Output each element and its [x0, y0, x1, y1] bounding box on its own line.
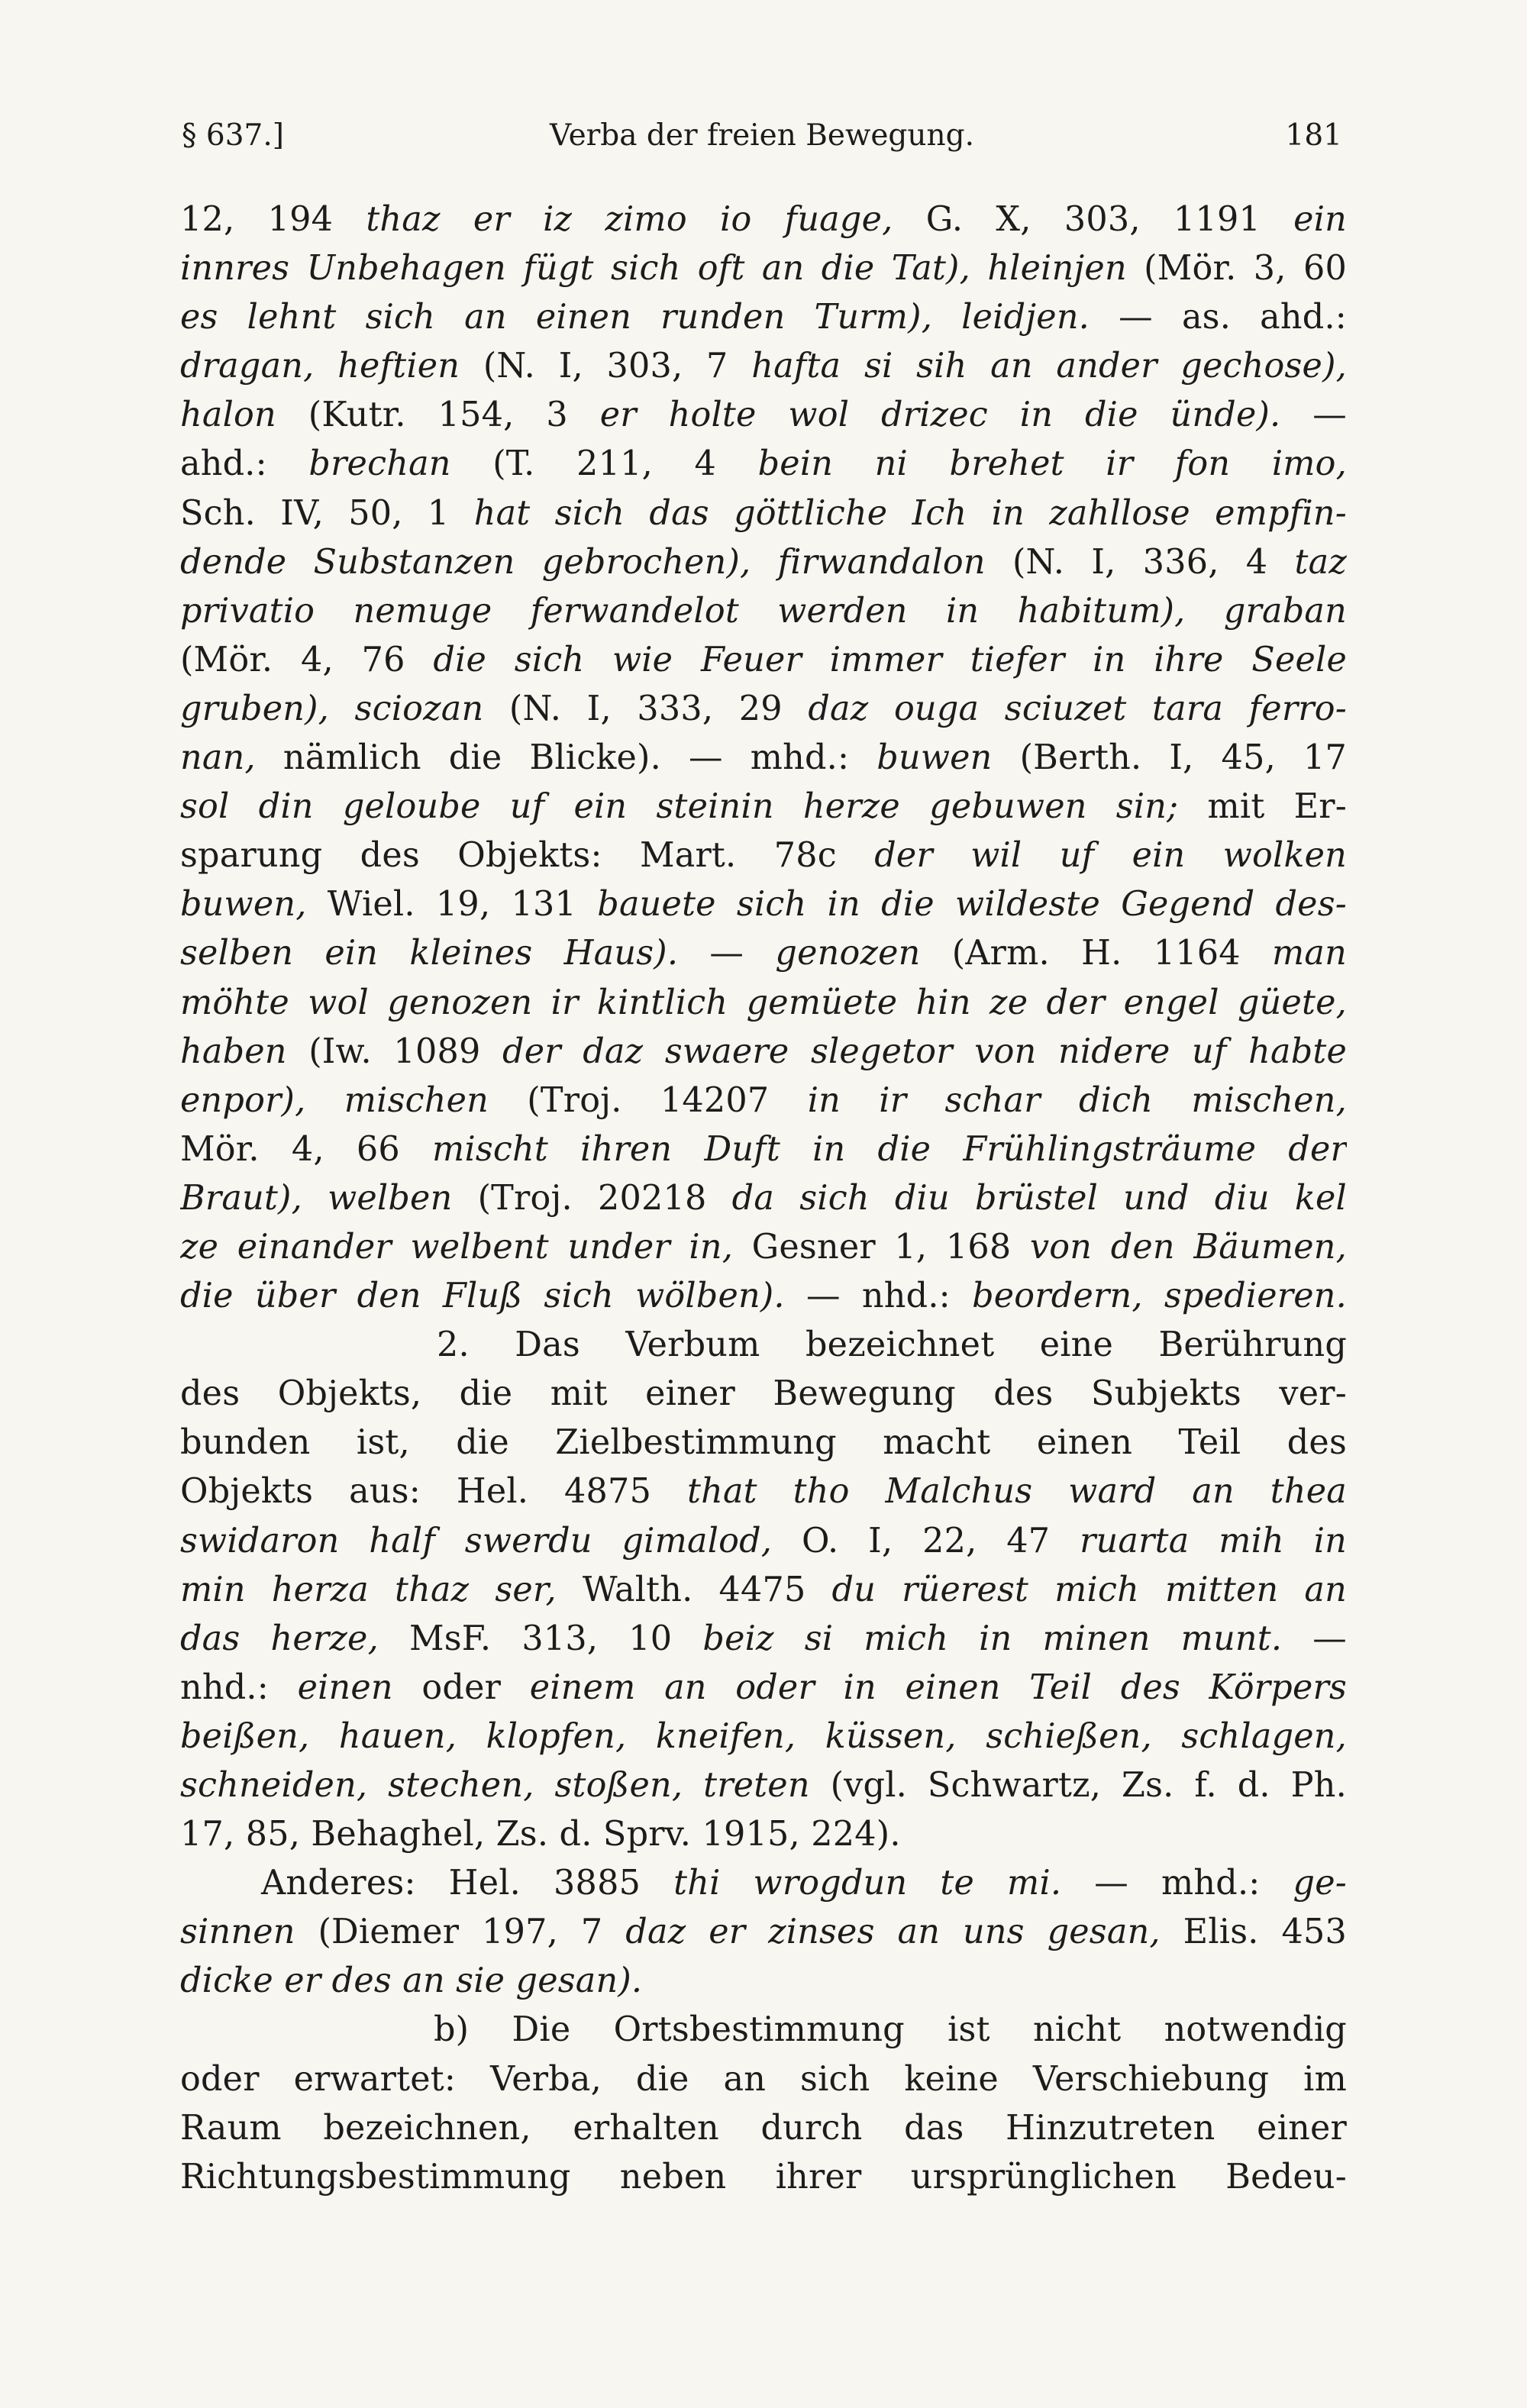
text-line [180, 685, 1347, 734]
text-segment: oder erwartet: Verba, die an sich keine Verschiebung im [180, 2059, 1347, 2099]
text-segment [970, 249, 987, 288]
text-line [180, 293, 1347, 342]
text-line [180, 587, 1347, 636]
text-line [180, 1908, 1347, 1957]
italic-segment: sol din geloube uf ein steinin herze gebuwen sin; [180, 787, 1179, 827]
text-line [180, 1272, 1347, 1321]
italic-segment: enpor), mischen [180, 1080, 489, 1120]
italic-segment: leidjen. [961, 298, 1090, 337]
text-segment: (Berth. I, 45, 17 [992, 738, 1347, 778]
text-line [180, 1125, 1347, 1174]
text-line [180, 1223, 1347, 1272]
italic-segment: in ir schar dich mischen, [807, 1080, 1347, 1120]
italic-segment: brechan [308, 444, 451, 484]
text-segment: Anderes: Hel. 3885 [261, 1864, 674, 1903]
text-line [180, 2153, 1347, 2202]
text-segment: (Mör. 3, 60 [1126, 249, 1347, 289]
text-segment: (N. I, 333, 29 [483, 689, 809, 728]
text-segment: Wiel. 19, 131 [306, 885, 598, 925]
text-line [180, 440, 1347, 489]
text-line [180, 1566, 1347, 1615]
italic-segment: swidaron half swerdu gimalod, [180, 1521, 773, 1561]
italic-segment: die sich wie Feuer immer tiefer in ihre Seele [433, 640, 1347, 679]
text-line [180, 880, 1347, 929]
italic-segment: dragan, heftien [180, 347, 460, 386]
text-segment: — mhd.: [1061, 1864, 1293, 1903]
section-reference: § 637.] [182, 118, 284, 153]
italic-segment: der daz swaere slegetor von nidere uf habte [502, 1031, 1347, 1071]
text-line [180, 1370, 1347, 1419]
text-segment: (N. I, 303, 7 [460, 347, 752, 386]
italic-segment: es lehnt sich an einen runden Turm), [180, 298, 933, 337]
text-segment: Sch. IV, 50, 1 [180, 493, 474, 533]
text-segment: bunden ist, die Zielbestimmung macht einen Teil des [180, 1423, 1347, 1463]
running-title: Verba der freien Bewegung. [550, 118, 974, 153]
italic-segment: min herza thaz ser, [180, 1570, 557, 1609]
text-segment: Gesner 1, 168 [733, 1227, 1030, 1267]
text-segment: nhd.: [180, 1667, 298, 1707]
italic-segment: bein ni brehet ir fon imo, [757, 444, 1347, 484]
italic-segment: einen [297, 1667, 393, 1707]
text-segment: (N. I, 336, 4 [985, 542, 1295, 582]
text-segment: Elis. 453 [1160, 1913, 1347, 1952]
italic-segment: gruben), sciozan [180, 689, 484, 728]
text-segment: — [1280, 395, 1347, 435]
text-line [180, 538, 1347, 587]
italic-segment: beordern, spedieren. [972, 1277, 1347, 1316]
italic-segment: hafta si sih an ander gechose), [751, 347, 1347, 386]
text-segment: 2. Das Verbum bezeichnet eine Berührung [437, 1325, 1347, 1365]
italic-segment: daz ouga sciuzet tara ferro- [808, 689, 1347, 728]
italic-segment: haben [180, 1031, 287, 1071]
text-line [180, 734, 1347, 783]
italic-segment: that tho Malchus ward an thea [687, 1472, 1347, 1512]
text-line [180, 1664, 1347, 1712]
text-line [180, 342, 1347, 391]
text-segment: (Mör. 4, 76 [180, 640, 434, 679]
italic-segment: thi wrogdun te mi. [673, 1864, 1062, 1903]
text-line [180, 2055, 1347, 2104]
text-line [180, 391, 1347, 440]
text-line [180, 2104, 1347, 2153]
italic-segment: ze einander welbent under in, [180, 1227, 734, 1267]
italic-segment: innres Unbehagen fügt sich oft an die Tat), [180, 249, 970, 289]
text-line [180, 1859, 1347, 1908]
italic-segment: da sich diu brüstel und diu kel [731, 1178, 1347, 1218]
italic-segment: möhte wol genozen ir kintlich gemüete hin ze der engel güete, [180, 983, 1347, 1022]
text-segment: G. X, 303, 1191 [893, 200, 1294, 239]
text-segment: Mör. 4, 66 [180, 1129, 433, 1169]
italic-segment: hleinjen [987, 249, 1127, 289]
text-line [180, 1419, 1347, 1467]
text-line [180, 489, 1347, 538]
italic-segment: taz [1294, 542, 1347, 582]
text-segment: nämlich die Blicke). — mhd.: [255, 738, 877, 778]
italic-segment: nan, [180, 738, 256, 778]
text-segment: Walth. 4475 [556, 1570, 832, 1609]
text-segment: (Troj. 14207 [489, 1080, 808, 1120]
text-segment: des Objekts, die mit einer Bewegung des Subjekts ver- [180, 1374, 1347, 1414]
text-line [180, 1076, 1347, 1125]
text-segment: (Kutr. 154, 3 [276, 395, 600, 435]
text-segment: b) Die Ortsbestimmung ist nicht notwendig [434, 2010, 1347, 2050]
italic-segment: ge- [1293, 1864, 1347, 1903]
italic-segment: mischt ihren Duft in die Frühlingsträume der [432, 1129, 1347, 1169]
text-segment: (vgl. Schwartz, Zs. f. d. Ph. [809, 1766, 1347, 1805]
italic-segment: das herze, [180, 1619, 379, 1658]
italic-segment: halon [180, 395, 276, 435]
italic-segment: du rüerest mich mitten an [831, 1570, 1347, 1609]
text-line [180, 783, 1347, 831]
running-header [182, 113, 1342, 159]
text-segment: — nhd.: [784, 1277, 973, 1316]
body-text [180, 195, 1347, 2202]
text-segment: (Diemer 197, 7 [295, 1913, 626, 1952]
italic-segment: von den Bäumen, [1029, 1227, 1347, 1267]
italic-segment: privatio nemuge ferwandelot werden in habitum), graban [180, 591, 1347, 631]
text-line [180, 244, 1347, 293]
italic-segment: ruarta mih in [1080, 1521, 1347, 1561]
text-segment: MsF. 313, 10 [378, 1619, 703, 1658]
text-line [180, 1957, 1347, 2006]
italic-segment: schneiden, stechen, stoßen, treten [180, 1766, 810, 1805]
text-line [180, 1615, 1347, 1664]
text-segment: oder [392, 1667, 530, 1707]
text-line [180, 1517, 1347, 1566]
text-line [180, 929, 1347, 978]
italic-segment: selben ein kleines Haus). [180, 934, 679, 973]
italic-segment: er holte wol drizec in die ünde). [599, 395, 1281, 435]
text-line [180, 1321, 1347, 1370]
text-segment: (Iw. 1089 [286, 1031, 503, 1071]
italic-segment: beiz si mich in minen munt. [702, 1619, 1283, 1658]
text-line [180, 1712, 1347, 1761]
text-line [180, 1810, 1347, 1859]
italic-segment: buwen, [180, 885, 307, 925]
italic-segment: beißen, hauen, klopfen, kneifen, küssen, schießen, schlagen, [180, 1716, 1347, 1756]
text-line [180, 1467, 1347, 1516]
text-line [180, 1028, 1347, 1076]
text-segment: (T. 211, 4 [450, 444, 758, 484]
text-segment: — [1282, 1619, 1347, 1658]
text-segment: ahd.: [180, 444, 309, 484]
text-line [180, 2006, 1347, 2055]
italic-segment: bauete sich in die wildeste Gegend des- [597, 885, 1347, 925]
italic-segment: genozen [775, 934, 921, 973]
italic-segment: Braut), welben [180, 1178, 453, 1218]
italic-segment: thaz er iz zimo io fuage, [366, 200, 893, 239]
text-segment: (Troj. 20218 [452, 1178, 732, 1218]
text-segment [932, 298, 961, 337]
italic-segment: man [1272, 934, 1347, 973]
italic-segment: die über den Fluß sich wölben). [180, 1277, 785, 1316]
italic-segment: dicke er des an sie gesan). [180, 1961, 643, 2001]
italic-segment: hat sich das göttliche Ich in zahllose empfin- [473, 493, 1347, 533]
text-line [180, 636, 1347, 685]
text-line [180, 1761, 1347, 1810]
page-number: 181 [1285, 118, 1342, 153]
text-segment: sparung des Objekts: Mart. 78c [180, 836, 875, 876]
text-segment: Raum bezeichnen, erhalten durch das Hinzutreten einer [180, 2108, 1347, 2148]
text-line [180, 1174, 1347, 1223]
italic-segment: einem an oder in einen Teil des Körpers [529, 1667, 1347, 1707]
text-segment: mit Er- [1178, 787, 1347, 827]
text-segment: Objekts aus: Hel. 4875 [180, 1472, 687, 1512]
italic-segment: buwen [876, 738, 993, 778]
text-segment: Richtungsbestimmung neben ihrer ursprünglichen Bedeu- [180, 2157, 1347, 2197]
italic-segment: der wil uf ein wolken [874, 836, 1347, 876]
italic-segment: sinnen [180, 1913, 295, 1952]
text-segment: 12, 194 [180, 200, 366, 239]
italic-segment: daz er zinses an uns gesan, [625, 1913, 1161, 1952]
text-segment: 17, 85, Behaghel, Zs. d. Sprv. 1915, 224). [180, 1815, 901, 1854]
text-line [180, 195, 1347, 244]
italic-segment: ein [1293, 200, 1347, 239]
text-segment: — as. ahd.: [1090, 298, 1347, 337]
text-segment: O. I, 22, 47 [772, 1521, 1080, 1561]
text-segment: — [678, 934, 776, 973]
text-segment: (Arm. H. 1164 [920, 934, 1273, 973]
italic-segment: dende Substanzen gebrochen), firwandalon [180, 542, 986, 582]
text-line [180, 831, 1347, 880]
text-line [180, 979, 1347, 1028]
